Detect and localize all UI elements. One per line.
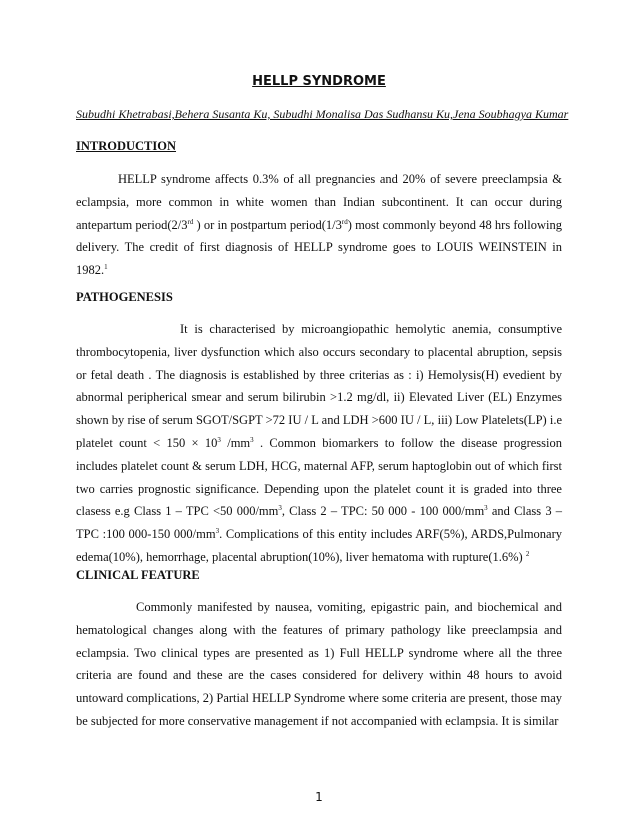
patho-text-4: , Class 2 – TPC: 50 000 - 100 000/mm — [281, 504, 485, 519]
document-title: HELLP SYNDROME — [252, 74, 386, 89]
patho-citation-2: 2 — [525, 549, 530, 558]
pathogenesis-paragraph — [76, 318, 562, 569]
intro-superscript-2: rd — [341, 217, 348, 226]
patho-superscript-3: 3 — [278, 504, 282, 513]
patho-superscript-4: 3 — [484, 504, 488, 513]
intro-text-2: ) or in postpartum period(1/3 — [193, 217, 342, 232]
patho-superscript-1: 3 — [217, 435, 221, 444]
patho-text-2: /mm — [220, 435, 251, 450]
section-heading-pathogenesis: PATHOGENESIS — [76, 290, 173, 304]
author-list: Subudhi Khetrabasi,Behera Susanta Ku, Subudhi Monalisa Das Sudhansu Ku,Jena Soubhagya Kumar — [76, 107, 569, 121]
page-number: 1 — [315, 790, 323, 804]
intro-text-1: HELLP syndrome affects 0.3% of all pregnancies and 20% of severe preeclampsia & eclampsia, more common in white women than Indian subcontinent. It can occur during antepartum period(2/3 — [76, 172, 562, 232]
patho-text-3: . Common biomarkers to follow the disease progression includes platelet count & serum LDH, HCG, maternal AFP, serum haptoglobin out of which first two carries prognostic significance. Depending upon the platelet count it is graded into three clasess e.g Class 1 – TPC <50 000/mm — [76, 435, 563, 519]
intro-superscript-1: rd — [187, 217, 194, 226]
clinical-feature-paragraph — [76, 596, 562, 733]
section-heading-introduction: INTRODUCTION — [76, 139, 177, 153]
introduction-paragraph — [76, 168, 562, 282]
patho-text-1: It is characterised by microangiopathic hemolytic anemia, consumptive thrombocytopenia, liver dysfunction which also occurs secondary to placental abruption, sepsis or fetal death . The diagnosis is established by three criterias as : i) Hemolysis(H) evedient by abnormal peripherical smear and serum bilirubin >1.2 mg/dl, ii) Elevated Liver (EL) Enzymes shown by rise of serum SGOT/SGPT >72 IU / L and LDH >600 IU / L, iii) Low Platelets(LP) i.e platelet count < 150 × 10 — [76, 322, 562, 450]
patho-superscript-2: 3 — [250, 435, 254, 444]
clinical-text: Commonly manifested by nausea, vomiting, epigastric pain, and biochemical and hematological changes along with the features of primary pathology like preeclampsia and eclampsia. Two clinical types are presented as 1) Full HELLP syndrome where all the three criteria are found and these are the cases considered for delivery within 48 hours to avoid untoward complications, 2) Partial HELLP Syndrome where some criteria are present, those may be subjected for more conservative management if not accompanied with eclampsia. It is similar — [76, 600, 562, 728]
section-heading-clinical-feature: CLINICAL FEATURE — [76, 568, 200, 582]
intro-text-3: ) most commonly beyond 48 hrs following delivery. The credit of first diagnosis of HELLP syndrome goes to LOUIS WEINSTEIN in 1982. — [76, 217, 562, 278]
patho-superscript-5: 3 — [215, 527, 220, 536]
patho-text-6: . Complications of this entity includes ARF(5%), ARDS,Pulmonary edema(10%), hemorrhage, placental abruption(10%), liver hematoma with rupture(1.6%) — [76, 527, 563, 564]
intro-citation-1: 1 — [104, 263, 108, 272]
patho-text-5: and Class 3 – TPC :100 000-150 000/mm — [76, 504, 563, 542]
